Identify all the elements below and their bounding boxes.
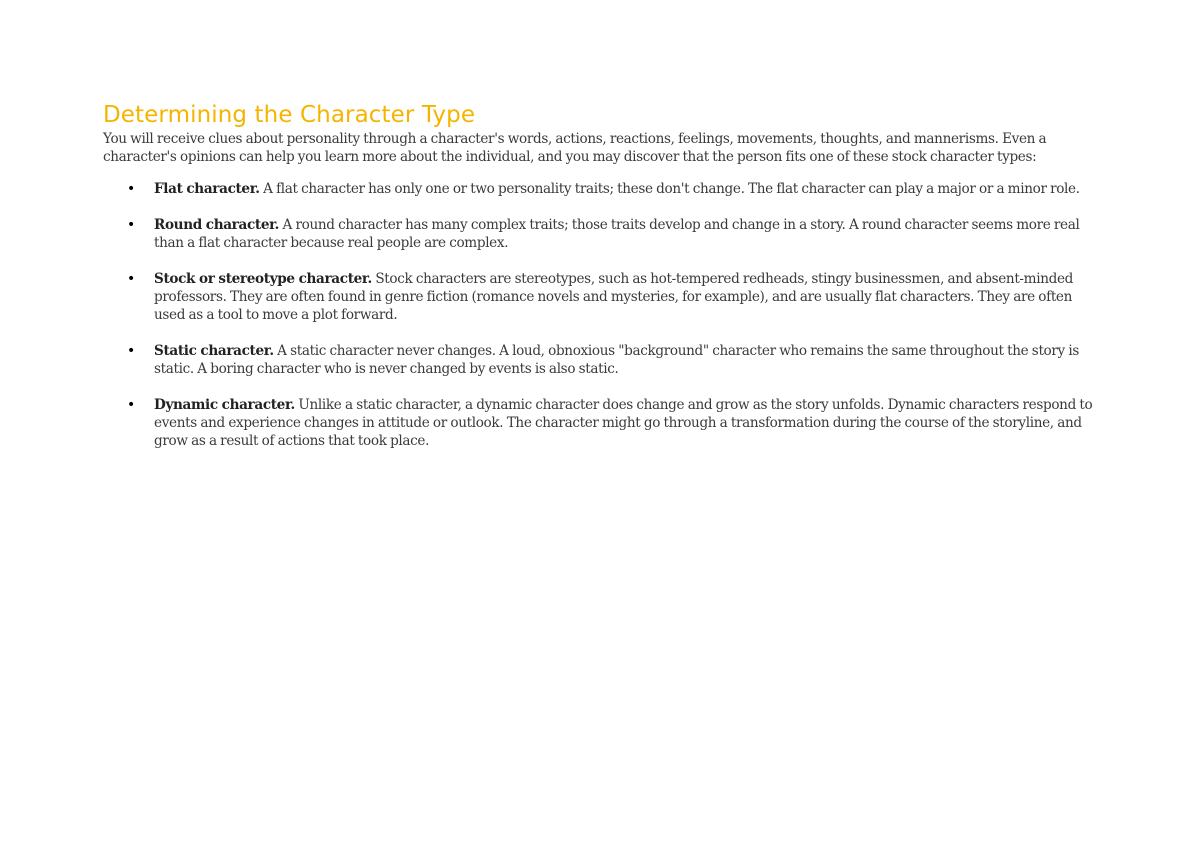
type-description: A flat character has only one or two personality traits; these don't change. The flat character can play a major or a minor role. <box>259 181 1080 197</box>
list-item <box>103 180 1103 198</box>
type-term: Dynamic character. <box>154 397 295 413</box>
type-description: A round character has many complex traits; those traits develop and change in a story. A round character seems more real than a flat character because real people are complex. <box>154 217 1080 251</box>
intro-paragraph: You will receive clues about personality through a character's words, actions, reactions, feelings, movements, thoughts, and mannerisms. Even a character's opinions can help you learn more about the individual, and you may discover that the person fits one of these stock character types: <box>103 131 1047 165</box>
bullet-icon: • <box>127 181 135 197</box>
bullet-icon: • <box>127 343 135 359</box>
list-item <box>103 216 1103 252</box>
page-title: Determining the Character Type <box>103 102 476 128</box>
bullet-icon: • <box>127 271 135 287</box>
type-description: Stock characters are stereotypes, such as hot-tempered redheads, stingy businessmen, and absent-minded professors. They are often found in genre fiction (romance novels and mysteries, for example), and are usually flat characters. They are often used as a tool to move a plot forward. <box>154 271 1074 323</box>
type-term: Stock or stereotype character. <box>154 271 372 287</box>
document-page <box>103 100 1103 468</box>
type-term: Flat character. <box>154 181 260 197</box>
bullet-icon: • <box>127 397 135 413</box>
type-term: Round character. <box>154 217 280 233</box>
character-types-list <box>103 180 1103 450</box>
type-description: Unlike a static character, a dynamic character does change and grow as the story unfolds. Dynamic characters respond to events and experience changes in attitude or outlook. The character might go through a transformation during the course of the storyline, and grow as a result of actions that took place. <box>154 397 1093 449</box>
list-item <box>103 270 1103 324</box>
list-item <box>103 396 1103 450</box>
type-description: A static character never changes. A loud, obnoxious "background" character who remains the same throughout the story is static. A boring character who is never changed by events is also static. <box>154 343 1079 377</box>
list-item <box>103 342 1103 378</box>
bullet-icon: • <box>127 217 135 233</box>
type-term: Static character. <box>154 343 274 359</box>
